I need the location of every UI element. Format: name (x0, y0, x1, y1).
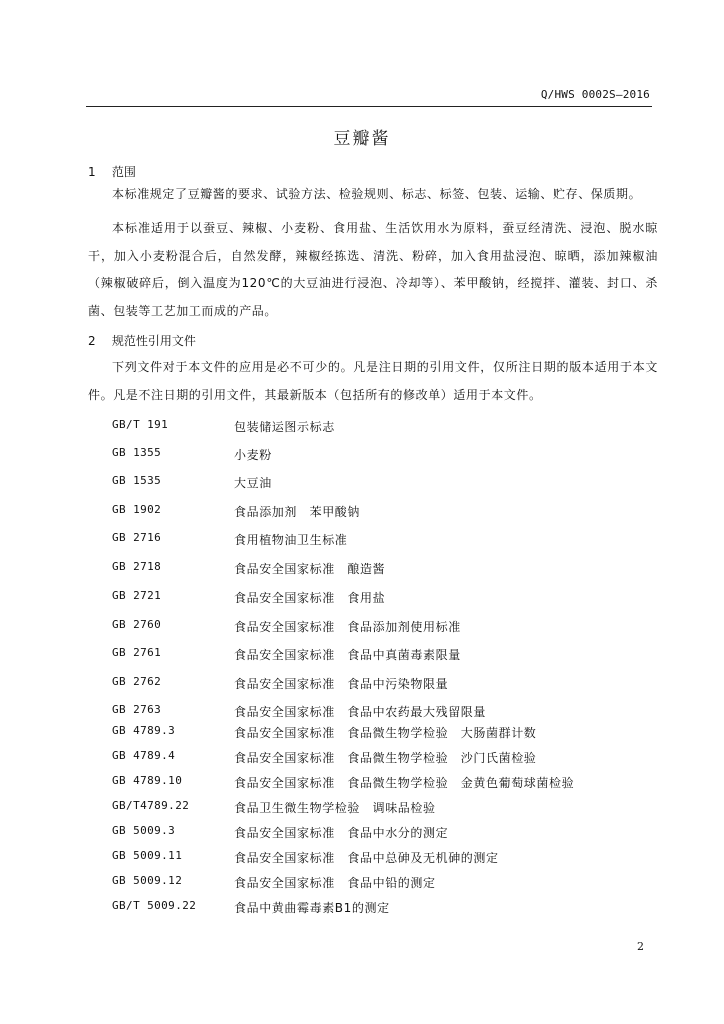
section-number: 2 (88, 334, 96, 348)
document-title: 豆瓣酱 (333, 129, 391, 149)
reference-code: GB 1535 (112, 474, 162, 487)
reference-title: 食品中黄曲霉毒素B1的测定 (234, 901, 390, 915)
reference-code: GB 1355 (112, 446, 162, 459)
reference-title: 食品安全国家标准 食品中农药最大残留限量 (234, 705, 487, 719)
paragraph: 本标准适用于以蚕豆、辣椒、小麦粉、食用盐、生活饮用水为原料，蚕豆经清洗、浸泡、脱水晾干，加入小麦粉混合后，自然发酵，辣椒经拣选、清洗、粉碎，加入食用盐浸泡、晾晒，添加辣椒油（辣椒破碎后，倒入温度为120℃的大豆油进行浸泡、冷却等）、苯甲酸钠，经搅拌、灌装、封口、杀菌、包装等工艺加工而成的产品。 (88, 221, 658, 318)
reference-code: GB 2762 (112, 675, 162, 688)
reference-code: GB 2718 (112, 560, 162, 573)
reference-code: GB 2763 (112, 703, 162, 716)
reference-title: 食品安全国家标准 酿造酱 (234, 562, 386, 576)
reference-title: 食品安全国家标准 食品微生物学检验 大肠菌群计数 (234, 726, 537, 740)
reference-title: 食品安全国家标准 食品微生物学检验 金黄色葡萄球菌检验 (234, 776, 575, 790)
reference-title: 食品安全国家标准 食品中总砷及无机砷的测定 (234, 851, 499, 865)
reference-code: GB 1902 (112, 503, 162, 516)
section-title: 范围 (111, 165, 136, 179)
reference-code: GB 2721 (112, 589, 162, 602)
reference-code: GB 5009.11 (112, 849, 183, 862)
reference-code: GB/T 191 (112, 418, 169, 431)
reference-title: 食品安全国家标准 食品中铅的测定 (234, 876, 436, 890)
reference-title: 食品安全国家标准 食品中真菌毒素限量 (234, 648, 461, 662)
reference-code: GB/T 5009.22 (112, 899, 197, 912)
reference-code: GB 2716 (112, 531, 162, 544)
reference-title: 食品添加剂 苯甲酸钠 (234, 505, 361, 519)
reference-title: 食用植物油卫生标准 (234, 533, 348, 547)
reference-code: GB 2761 (112, 646, 162, 659)
reference-code: GB/T4789.22 (112, 799, 190, 812)
reference-code: GB 4789.4 (112, 749, 176, 762)
reference-title: 食品安全国家标准 食品添加剂使用标准 (234, 620, 461, 634)
reference-code: GB 4789.10 (112, 774, 183, 787)
reference-code: GB 4789.3 (112, 724, 176, 737)
header-rule (86, 106, 652, 107)
paragraph: 下列文件对于本文件的应用是必不可少的。凡是注日期的引用文件，仅所注日期的版本适用于本文件。凡是不注日期的引用文件，其最新版本（包括所有的修改单）适用于本文件。 (88, 360, 658, 402)
reference-title: 食品安全国家标准 食品微生物学检验 沙门氏菌检验 (234, 751, 537, 765)
reference-title: 食品安全国家标准 食用盐 (234, 591, 386, 605)
reference-code: GB 2760 (112, 618, 162, 631)
reference-title: 食品安全国家标准 食品中污染物限量 (234, 677, 449, 691)
reference-code: GB 5009.3 (112, 824, 176, 837)
reference-code: GB 5009.12 (112, 874, 183, 887)
section-title: 规范性引用文件 (111, 334, 196, 348)
reference-title: 小麦粉 (234, 448, 272, 462)
section-number: 1 (88, 165, 96, 179)
standard-code: Q/HWS 0002S—2016 (540, 88, 650, 101)
paragraph: 本标准规定了豆瓣酱的要求、试验方法、检验规则、标志、标签、包装、运输、贮存、保质期。 (112, 187, 642, 201)
reference-title: 食品安全国家标准 食品中水分的测定 (234, 826, 449, 840)
page-number: 2 (637, 940, 644, 953)
reference-title: 食品卫生微生物学检验 调味品检验 (234, 801, 436, 815)
reference-title: 大豆油 (234, 476, 272, 490)
reference-title: 包装储运图示标志 (234, 420, 335, 434)
section-heading-scope (88, 163, 136, 180)
section-heading-normative-references (88, 332, 196, 349)
